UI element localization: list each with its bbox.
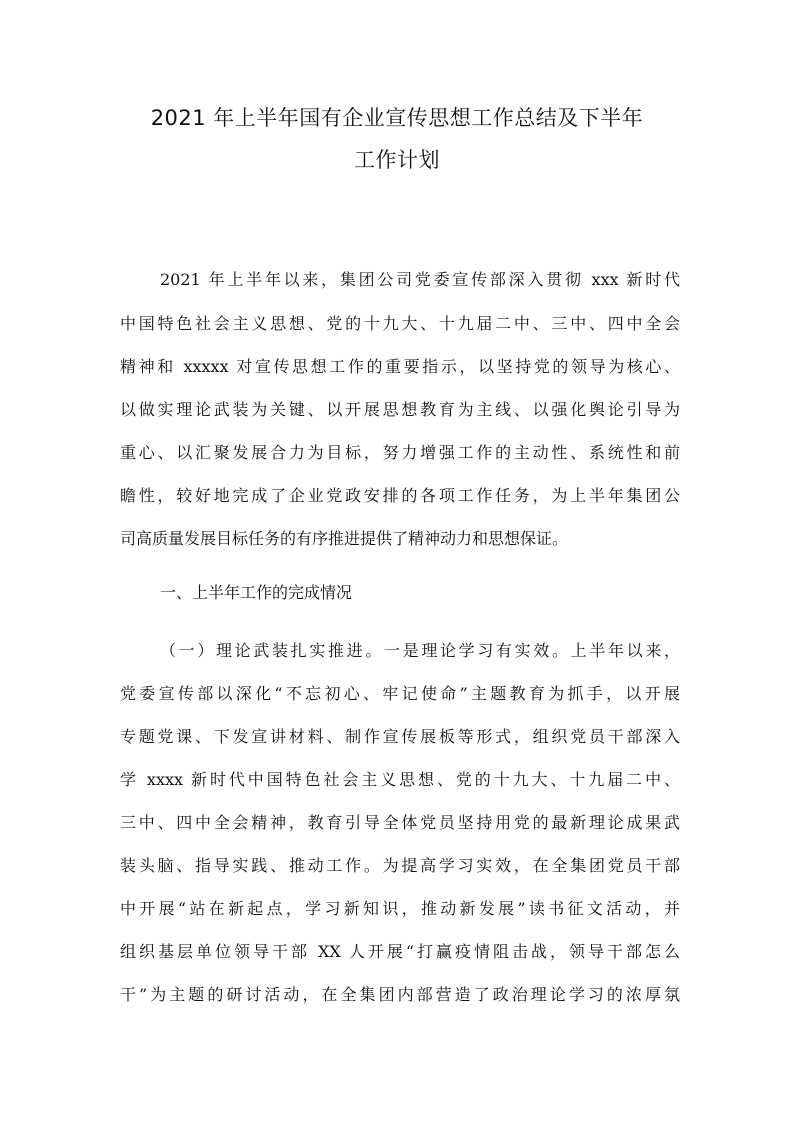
intro-paragraph-line: 中国特色社会主义思想、党的十九大、十九届二中、三中、四中全会 xyxy=(120,314,680,333)
intro-paragraph-line: 2021 年上半年以来，集团公司党委宣传部深入贯彻 xxx 新时代 xyxy=(160,270,680,289)
intro-paragraph-line: 瞻性，较好地完成了企业党政安排的各项工作任务，为上半年集团公 xyxy=(120,486,680,505)
section-paragraph-line: 装头脑、指导实践、推动工作。为提高学习实效，在全集团党员干部 xyxy=(120,856,680,875)
section-paragraph-line: 学 xxxx 新时代中国特色社会主义思想、党的十九大、十九届二中、 xyxy=(120,770,680,789)
section-paragraph-line: 党委宣传部以深化“不忘初心、牢记使命”主题教育为抓手，以开展 xyxy=(120,684,680,703)
section-heading: 一、上半年工作的完成情况 xyxy=(160,583,353,602)
document-title-line-1: 2021 年上半年国有企业宣传思想工作总结及下半年 xyxy=(150,106,644,130)
section-paragraph-line: 中开展“站在新起点，学习新知识，推动新发展”读书征文活动，并 xyxy=(120,899,680,918)
section-paragraph-line: （一）理论武装扎实推进。一是理论学习有实效。上半年以来， xyxy=(160,641,680,660)
section-paragraph-line: 专题党课、下发宣讲材料、制作宣传展板等形式，组织党员干部深入 xyxy=(120,727,680,746)
document-title-line-2: 工作计划 xyxy=(354,148,440,172)
section-paragraph-line: 组织基层单位领导干部 XX 人开展“打赢疫情阻击战，领导干部怎么 xyxy=(120,942,680,961)
intro-paragraph-line: 以做实理论武装为关键、以开展思想教育为主线、以强化舆论引导为 xyxy=(120,400,680,419)
intro-paragraph-line: 精神和 xxxxx 对宣传思想工作的重要指示，以坚持党的领导为核心、 xyxy=(120,357,680,376)
intro-paragraph-line: 司高质量发展目标任务的有序推进提供了精神动力和思想保证。 xyxy=(120,529,569,548)
section-paragraph-line: 干”为主题的研讨活动，在全集团内部营造了政治理论学习的浓厚氛 xyxy=(120,985,680,1004)
section-paragraph-line: 三中、四中全会精神，教育引导全体党员坚持用党的最新理论成果武 xyxy=(120,813,680,832)
intro-paragraph-line: 重心、以汇聚发展合力为目标，努力增强工作的主动性、系统性和前 xyxy=(120,443,680,462)
